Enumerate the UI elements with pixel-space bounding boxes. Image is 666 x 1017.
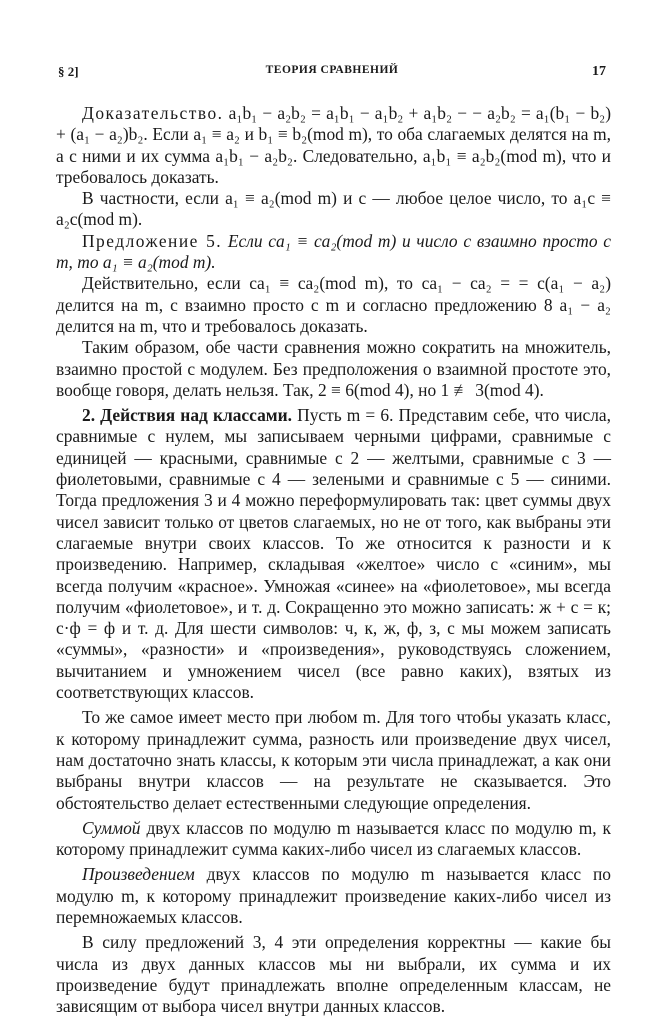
proposition-5-proof xyxy=(56,273,611,337)
section-marker: § 2] xyxy=(58,64,79,79)
operations-text: Пусть m = 6. Представим себе, что числа, сравнимые с нулем, мы записываем черными цифрами, сравнимые с единицей — красными, сравнимые с 2 — желтыми, сравнимые с 3 — фиолетовыми, сравнимые с 4 — зелеными и сравнимые с 5 — синими. Тогда предложения 3 и 4 можно переформулировать так: цвет суммы двух чисел зависит только от цветов слагаемых, но не от того, как выбраны эти слагаемые внутри своих классов. То же относится к разности и к произведению. Например, складывая «желтое» число с «синим», мы всегда получим «красное». Умножая «синее» на «фиолетовое», мы всегда получим «фиолетовое», и т. д. Сокращенно это можно записать: ж + с = к; с·ф = ф и т. д. Для шести символов: ч, к, ж, ф, з, с мы можем записать «суммы», «разности» и «произведения», руководствуясь сложением, вычитанием и умножением чисел (все равно каких), взятых из соответствующих классов. xyxy=(56,405,611,703)
correctness-text: В силу предложений 3, 4 эти определения корректны — какие бы числа из двух данных классов мы ни выбрали, их сумма и их произведение будут принадлежать вполне определенным классам, не зависящим от выбора чисел внутри данных классов. xyxy=(56,932,611,1017)
corollary-text: В частности, если a₁ ≡ a₂(mod m) и c — любое целое число, то a₁c ≡ a₂c(mod m). xyxy=(56,188,611,230)
corollary-paragraph xyxy=(56,188,611,231)
sum-term: Суммой xyxy=(82,817,141,838)
sum-definition-text: двух классов по модулю m называется класс по модулю m, к которому принадлежит сумма каких-либо чисел из слагаемых классов. xyxy=(56,817,611,860)
proof-label: Доказательство. xyxy=(82,103,224,123)
proposition-proof-text: Действительно, если ca₁ ≡ ca₂(mod m), то ca₁ − ca₂ = = c(a₁ − a₂) делится на m, c взаимно просто с m и согласно предложению 8 a₁ − a₂ делится на m, что и требовалось доказать. xyxy=(56,273,611,336)
product-term: Произведением xyxy=(82,864,195,885)
running-header xyxy=(58,64,606,84)
general-m-text: То же самое имеет место при любом m. Для того чтобы указать класс, к которому принадлежит сумма, разность или произведение двух чисел, нам достаточно знать классы, к которым эти числа принадлежат, а как они выбраны внутри классов — на результате не сказывается. Это обстоятельство делает естественными следующие определения. xyxy=(56,707,611,813)
proposition-statement: Если ca₁ ≡ ca₂(mod m) и число c взаимно просто с m, то a₁ ≡ a₂(mod m). xyxy=(56,230,611,273)
proposition-5 xyxy=(56,231,611,274)
body-text xyxy=(56,103,611,1017)
proof-text: a₁b₁ − a₂b₂ = a₁b₁ − a₁b₂ + a₁b₂ − − a₂b₂ = a₁(b₁ − b₂) + (a₁ − a₂)b₂. Если a₁ ≡ a₂ и b₁ ≡ b₂(mod m), то оба слагаемых делятся на m, а с ними и их сумма a₁b₁ − a₂b₂. Следовательно, a₁b₁ ≡ a₂b₂(mod m), что и требовалось доказать. xyxy=(56,103,611,187)
product-definition xyxy=(56,864,611,928)
product-definition-text: двух классов по модулю m называется класс по модулю m, к которому принадлежит произведение каких-либо чисел из перемножаемых классов. xyxy=(56,864,611,927)
operations-section xyxy=(56,405,611,703)
cancellation-remark xyxy=(56,337,611,401)
chapter-title: ТЕОРИЯ СРАВНЕНИЙ xyxy=(265,64,399,76)
section-heading: 2. Действия над классами. xyxy=(82,405,292,426)
sum-definition xyxy=(56,818,611,861)
cancellation-text: Таким образом, обе части сравнения можно сократить на множитель, взаимно простой с модулем. Без предположения о взаимной простоте это, вообще говоря, делать нельзя. Так, 2 ≡ 6(mod 4), но 1 ≢ 3(mod 4). xyxy=(56,337,611,400)
general-m-paragraph xyxy=(56,707,611,813)
proof-paragraph xyxy=(56,103,611,188)
page-number: 17 xyxy=(592,64,606,79)
correctness-paragraph xyxy=(56,932,611,1017)
proposition-label: Предложение 5. xyxy=(82,230,223,251)
